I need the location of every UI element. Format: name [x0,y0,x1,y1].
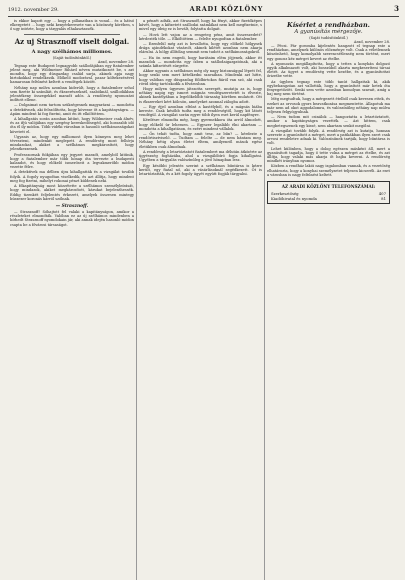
wire-credit: (Saját tudósítónktól.) [309,36,348,40]
column-2 [136,19,264,580]
paragraph: Az ügyben tegnap este több tanút hallgattak ki, akik egybehangzóan azt vallották, hogy a gyanúsított már hetek óta fenyegetőzött. Senki sem vette azonban komolyan szavait, amíg a baj meg nem történt. [267,79,390,97]
paragraph: — Nem tudom mit csinálok — hangoztatta a letartóztatott, amikor a kapitányságra vezették. — Azt hittem, csak megbetegszenek egy kissé, nem akartam senkit megölni. [267,115,390,128]
paragraph: Akkor ugyanis a szélhámos még oly nagy biztonsággal lépett fel, hogy senki sem mert kételkedni szavaiban. Mindenki azt hitte, hogy valóban egy dúsgazdag földbirtokos fiáról van szó, aki csak rövid ideig tartózkodik a fővárosban. [139,69,262,86]
paragraph: A rendőrség a letartóztatott fiatalembert ma délután átkísérte az ügyészség fogházába, ahol a vizsgálóbíró fogja kihallgatni. Ügyében a tárgyalás valószínűleg a jövő hónapban lesz. [139,149,262,163]
paragraph: Hogy milyen ügyesen játszotta szerepét, mutatja az is, hogy néhány napig egy ismert mágnás vendégszeretetét is élvezte, akinek kastélyában a legelőkelőbb társaság körében mulatott. Ott is ékszereket kért kölcsön, amelyeket azonnal zálogba adott. [139,87,262,104]
paragraph: — Ha ön nem engedi, hogy barátaim elém jöjjenek, akkor itt maradok — mondotta egy ízben a szállodaigazgatónak, aki a számla kifizetését sürgette. [139,55,262,69]
phone-label: Szerkesztőség [271,191,299,197]
paragraph: — Hová lett vajon az a rengeteg pénz, amit összeszedett? kérdezték tőle. — Elköltöttem — felelte nyugodtan a fiatalember. [139,32,262,41]
phone-number: 407 [378,191,386,197]
paragraph: Lehet különben, hogy a dolog egészen másként áll, mert a gyanúsított tagadja, hogy ő tette volna a mérget az ételbe, és azt állítja, hogy valaki más akarja őt bajba keverni. A rendőrség mindkét irányban nyomoz. [267,146,390,164]
phone-label: Kiadóhivatal és nyomda [271,196,317,202]
issue-date: 1912. november 29. [8,7,59,13]
paragraph: a pénzét adták, azt Strasznoff, hogy ha fényt, akkor fizetőképes kávét, hogy a kifizetett szállodai számlákat nem kell megfizetnie, s mivel egy ideig ez is bevált, folytatta dolgait. [139,19,262,32]
article-heading: Kísérlet a rendházban. [287,21,370,29]
column-3 [264,19,392,580]
newspaper-title: ARADI KÖZLÖNY [189,5,264,13]
phone-number: 81 [381,196,386,202]
column-1 [8,19,136,580]
wire-credit: (Saját tudósítónktól.) [52,55,92,60]
paragraph: A kihallgatás során azonban kitűnt, hogy Wildmeiser csak álnév, és az ifjú valójában egy szegény kereskedősegéd, aki hosszabb idő óta él ily módon. Több vidéki városban is hasonló szélhámosságokat követett el. [10,117,134,134]
paragraph: A vizsgálat tovább folyik. A rendőrség azt is kutatja, honnan szerezte a gyanúsított a mérget, mert a patikákban ilyen szert csak orvosi rendeletre adnak ki. Valószínűnek tartják, hogy bűntársa is volt. [267,128,390,146]
article-heading: Az uj Strasznoff viselt dolgai. [14,36,130,46]
dateline: Arad, november 28. [97,59,134,64]
paragraph: A főkapitányság most közzétette a szélhámos személyleírását, hogy mindazok, akiket megkárosított, kárukat bejelenthessék. Eddig tizenkét feljelentés érkezett, amelyek összesen mintegy húszezer koronás kárról szólnak. [10,184,134,201]
paragraph: — Strasznoff! Sóhajtott fel valaki a kapitányságon, amikor a részleteket elmondták. Valóban ez az új szélhámos mindenben a hírhedt Strasznoff nyomdokain jár, aki annak idején hasonló módon csapta be a fővárosi társaságot. [10,209,134,227]
telephone-box-title: AZ ARADI KÖZLÖNY TELEFONSZÁMAI: [281,184,376,190]
article-subheading: A nagy szélhámos milliomos. [31,48,113,55]
paragraph: — Dolgaimat nem tartom szükségesnek magyarázni — mondotta a detektívnek, aki felszólította, hogy kövesse őt a kapitányságra. — Apám mindent ki fog fizetni, amit én itt elköltöttem. [10,103,134,116]
divider [24,34,120,35]
paragraph: A detektívek ma délben újra kihallgatták és a vizsgálat tovább folyik. A fogoly nyugodtan viselkedik, és azt állítja, hogy mindent meg fog fizetni, mihelyt rokonai pénzt küldenek neki. [10,170,134,183]
paragraph: Néhány nap múlva azonban kiderült, hogy a fiatalember sehol sem fizette ki számláit, és ékszerészeknél, szabóknál, szállodákban jelentékeny összegekkel maradt adós. A rendőrség nyomozást indított ellene. [10,85,134,103]
masthead [8,4,399,17]
paragraph: — Egy éjjel azonban eltűnt a kastélyból, és a mágnás hiába kereste. Csak később tudta meg a rendőrségtől, hogy kit látott vendégül. A vizsgálat során egyre több ilyen eset kerül napfényre. [139,104,262,118]
paragraph: — Pécsi. Pár goromba kijelentés hangzott el tegnap este a rendházban, amelynek különös előzménye volt. Csak a véletlennek köszönhető, hogy komolyabb szerencsétlenség nem történt, mert egy gonosz kéz mérget kevert az ételbe. [267,44,390,61]
paragraph: Tegnap este Budapest legnagyobb szállodájában egy fiatalember jelent meg, aki Wildmeiser Rihárd néven mutatkozott be, s azt mondta, hogy egy dúsgazdag család sarja, akinek apja nagy birtokokkal rendelkezik. Előkelő modorával, pazar költekezésével hamarosan feltűnést keltett a vendégek között. [10,63,134,85]
columns [8,19,399,580]
section-heading: — Strasznoff. [55,203,89,209]
paragraph: Még megtudtuk, hogy a mérgezett ételből csak kevesen ettek, és ezeket az orvosok gyors beavatkozása megmentette. Állapotuk ma már nem ad okot aggodalomra, és valószínűleg néhány nap múlva teljesen felgyógyulnak. [267,97,390,115]
paragraph: Ugyanis az, hogy egy milliomost ilyen könnyen meg lehet téveszteni, mindenkit meglepett. A rendőrség most felhívja mindazokat, akiket a szélhámos megkárosított, hogy jelentkezzenek. [10,134,134,152]
paragraph: — Ön tehát tudta, hogy amit tesz, az bűn? — kérdezte a rendőrtisztviselő. — Tudtam — felelte — de nem bántam meg. Néhány hétig olyan életet éltem, amilyenről mások egész életükben csak álmodnak. [139,132,262,149]
paragraph: — Ezenfelül még azt is bevallotta, hogy egy előkelő hölgynek drága ajándékokat vásárolt, akinek kilétét azonban nem akarja elárulni. A hölgy állítólag semmit sem tudott a szélhámosságokról. [139,42,262,55]
paragraph: is ekkor kapott egy ... hogy a pillanatban is vonul... és a hátsó elkergetett ... hogy neki kenyérkeresete van a közönség körében, s ő ugy intézte, hogy a tárgyalás elhalasztassék. [10,19,134,32]
paragraph: Egy későbbi jelentés szerint a szélhámos bűntársa is kézre került, egy fiatal nő, aki a vásárlásoknál segédkezett. Őt is letartóztatták, és a két fogoly ügyét együtt fogják tárgyalni. [139,163,262,176]
paragraph: Közben a rendház lakói nagy izgalomban vannak, és a vezetőség elhatározta, hogy a konyhai személyzetet teljesen kicseréli. Az eset a városban is nagy feltűnést keltett. [267,164,390,177]
dateline: Arad, november 28. [353,40,390,44]
page-number: 3 [394,4,399,13]
paragraph: Professzornak fiókjában egy jegyzet maradt, amelyből kitűnik, hogy a fiatalember már több hónap óta tervezte a budapesti kalandot, és hogy előkelő ismerőseit a legvakmerőbb módon vezette félre. [10,152,134,170]
paragraph: A nyomozás megállapította, hogy a tettes a konyhán dolgozó egyik alkalmazott volt, aki bosszúból akarta megkeseríteni társai életét. Az ügyet a rendőrség vette kezébe, és a gyanúsítottat őrizetbe vette. [267,61,390,79]
telephone-box [267,181,390,204]
phone-row [271,196,386,201]
paragraph: Kérdésre elmondta még, hogy gyermekkora óta arról álmodott, hogy előkelő úr lehessen. — Egyszer legalább élni akartam — mondotta a kihallgatáson, és ezért mindent vállalok. [139,118,262,131]
article-subheading: A gyanúsítás mérgezője. [294,29,363,35]
